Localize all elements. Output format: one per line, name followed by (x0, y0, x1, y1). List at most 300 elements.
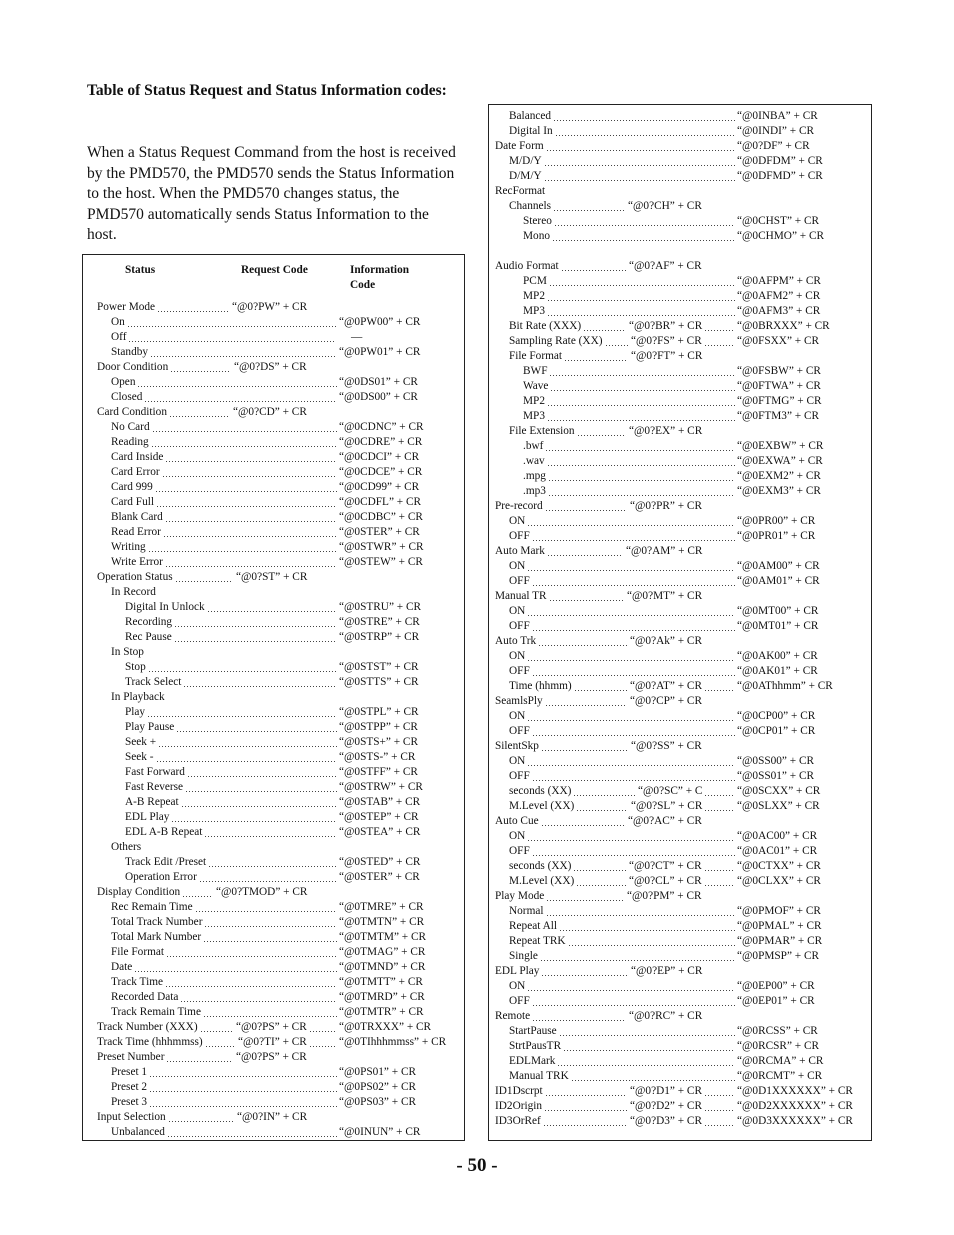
dot-leader (166, 510, 337, 525)
information-code: “@0STED” + CR (339, 856, 421, 868)
status-label: Track Time (hhhmmss) (97, 1036, 203, 1048)
table-row (489, 409, 871, 424)
dot-leader (158, 300, 229, 315)
table-row (489, 739, 871, 754)
status-label: Digital In Unlock (125, 601, 205, 613)
information-code: “@0STRP” + CR (339, 631, 420, 643)
request-code: “@0?PM” + CR (627, 890, 702, 902)
dot-leader (553, 229, 735, 244)
information-code: “@0TRXXX” + CR (339, 1021, 432, 1033)
information-code: “@0FTM3” + CR (737, 410, 820, 422)
dot-leader (205, 825, 337, 840)
table-row (489, 229, 871, 244)
table-row (83, 600, 464, 615)
status-label: Stop (125, 661, 146, 673)
dot-leader (128, 315, 337, 330)
status-label: OFF (509, 530, 530, 542)
request-code: “@0?CP” + CR (630, 695, 703, 707)
dot-leader (533, 1009, 626, 1024)
status-label: D/M/Y (509, 170, 542, 182)
table-row (489, 1009, 871, 1024)
information-code: “@0PR00” + CR (737, 515, 816, 527)
column-header-status: Status (125, 264, 156, 276)
information-code: “@0TMAG” + CR (339, 946, 426, 958)
dot-leader (542, 964, 628, 979)
table-row (83, 720, 464, 735)
request-code: “@0?Ak” + CR (630, 635, 702, 647)
table-row (83, 630, 464, 645)
dot-leader (533, 724, 735, 739)
request-code: “@0?CD” + CR (233, 406, 307, 418)
dot-leader (149, 660, 337, 675)
table-row (489, 274, 871, 289)
information-code: “@0FTMG” + CR (737, 395, 822, 407)
table-row (489, 574, 871, 589)
status-label: MP3 (523, 410, 545, 422)
dot-leader (533, 619, 735, 634)
table-row (83, 930, 464, 945)
table-row (489, 1069, 871, 1084)
status-label: Track Number (XXX) (97, 1021, 198, 1033)
table-row (489, 994, 871, 1009)
status-label: A-B Repeat (125, 796, 179, 808)
information-code: “@0AFM3” + CR (737, 305, 821, 317)
dot-leader (135, 960, 337, 975)
dot-leader (569, 934, 735, 949)
table-row (489, 709, 871, 724)
information-code: “@0CHST” + CR (737, 215, 820, 227)
dot-leader (545, 169, 735, 184)
dot-leader (169, 1110, 234, 1125)
table-row (489, 889, 871, 904)
status-label: Card Full (111, 496, 154, 508)
request-code: “@0?CH” + CR (628, 200, 702, 212)
information-code: “@0CDFL” + CR (339, 496, 422, 508)
status-label: ON (509, 755, 526, 767)
table-row (489, 589, 871, 604)
table-row (83, 390, 464, 405)
information-code: “@0CHMO” + CR (737, 230, 825, 242)
information-code: “@0TMTN” + CR (339, 916, 425, 928)
information-code: “@0PMAL” + CR (737, 920, 822, 932)
table-row (83, 675, 464, 690)
dot-leader (548, 544, 623, 559)
table-row (83, 315, 464, 330)
information-code: “@0D3XXXXXX” + CR (737, 1115, 853, 1127)
information-code: “@0FSXX” + CR (737, 335, 820, 347)
dot-leader (546, 1084, 627, 1099)
status-label: Fast Forward (125, 766, 185, 778)
status-label: MP2 (523, 395, 545, 407)
table-row (83, 465, 464, 480)
table-row (489, 379, 871, 394)
request-code: “@0?PS” + CR (236, 1051, 307, 1063)
information-code: “@0PW00” + CR (339, 316, 421, 328)
dot-leader (705, 799, 735, 814)
table-rows (489, 109, 871, 1129)
page-number: - 50 - (456, 1155, 498, 1176)
information-code: “@0STRW” + CR (339, 781, 423, 793)
information-code: “@0CLXX” + CR (737, 875, 821, 887)
information-code: “@0EXM2” + CR (737, 470, 821, 482)
dot-leader (705, 874, 735, 889)
table-row (83, 1110, 464, 1125)
dot-leader (546, 694, 627, 709)
table-row (83, 585, 464, 600)
dot-leader (574, 784, 635, 799)
status-label: Repeat All (509, 920, 558, 932)
table-row (83, 735, 464, 750)
request-code: “@0?PW” + CR (232, 301, 308, 313)
table-row (489, 949, 871, 964)
dot-leader (705, 1099, 735, 1114)
dot-leader (555, 214, 735, 229)
status-label: Standby (111, 346, 149, 358)
information-code: “@0STS-” + CR (339, 751, 416, 763)
table-row (489, 829, 871, 844)
dot-leader (310, 1020, 337, 1035)
information-code: “@0STER” + CR (339, 526, 420, 538)
information-code: “@0STFF” + CR (339, 766, 418, 778)
dot-leader (166, 975, 337, 990)
table-row (489, 319, 871, 334)
information-code: “@0CD99” + CR (339, 481, 420, 493)
status-label: .mp3 (523, 485, 546, 497)
dot-leader (705, 679, 735, 694)
table-row (83, 495, 464, 510)
dot-leader (167, 945, 337, 960)
table-row (489, 214, 871, 229)
status-label: PCM (523, 275, 547, 287)
dot-leader (208, 600, 337, 615)
status-label: OFF (509, 725, 530, 737)
information-code: “@0FTWA” + CR (737, 380, 821, 392)
request-code: “@0?CT” + CR (629, 860, 702, 872)
information-code: “@0PS03” + CR (339, 1096, 417, 1108)
table-row (489, 139, 871, 154)
dot-leader (705, 784, 735, 799)
dot-leader (549, 469, 735, 484)
status-label: In Playback (111, 691, 165, 703)
table-row (489, 754, 871, 769)
status-label: Preset 2 (111, 1081, 148, 1093)
dot-leader (705, 319, 735, 334)
table-row (83, 780, 464, 795)
information-code: “@0AC01” + CR (737, 845, 818, 857)
table-row (83, 555, 464, 570)
dot-leader (705, 1084, 735, 1099)
dot-leader (578, 424, 626, 439)
dot-leader (151, 345, 337, 360)
information-code: “@0STEA” + CR (339, 826, 421, 838)
information-code: “@0CP00” + CR (737, 710, 816, 722)
status-label: M.Level (XX) (509, 800, 575, 812)
dot-leader (539, 634, 627, 649)
status-label: RecFormat (495, 185, 546, 197)
intro-paragraph: When a Status Request Command from the host is received by the PMD570, the PMD570 sends the Status Information to the host. When the PMD570 changes status, the PMD570 automatically sends Status Information to the host. (87, 144, 456, 244)
dot-leader (182, 795, 337, 810)
dot-leader (204, 1005, 337, 1020)
information-code: “@0AK01” + CR (737, 665, 818, 677)
status-label: Digital In (509, 125, 553, 137)
dot-leader (705, 859, 735, 874)
dot-leader (175, 615, 337, 630)
dot-leader (528, 604, 735, 619)
request-code: “@0?SL” + CR (631, 800, 703, 812)
dot-leader (172, 810, 337, 825)
status-label: OFF (509, 770, 530, 782)
dot-leader (171, 360, 231, 375)
table-row (83, 480, 464, 495)
status-label: OFF (509, 845, 530, 857)
status-label: .mpg (523, 470, 546, 482)
status-label: .bwf (523, 440, 544, 452)
table-row (83, 690, 464, 705)
dot-leader (565, 349, 628, 364)
status-label: seconds (XX) (509, 860, 572, 872)
table-row (83, 915, 464, 930)
information-code: “@0D2XXXXXX” + CR (737, 1100, 853, 1112)
dot-leader (528, 709, 735, 724)
status-label: Play Pause (125, 721, 175, 733)
dot-leader (554, 109, 735, 124)
table-row (489, 964, 871, 979)
status-label: Card Error (111, 466, 160, 478)
dot-leader (149, 540, 337, 555)
section-heading: Table of Status Request and Status Information codes: (87, 82, 447, 99)
dot-leader (196, 900, 337, 915)
table-row (83, 1020, 464, 1035)
status-label: Write Error (111, 556, 163, 568)
information-code: “@0DS00” + CR (339, 391, 418, 403)
dot-leader (168, 1125, 337, 1140)
dot-leader (545, 1099, 627, 1114)
status-label: Seek + (125, 736, 157, 748)
information-code: “@0INUN” + CR (339, 1126, 421, 1138)
status-label: Writing (111, 541, 146, 553)
table-row (489, 469, 871, 484)
information-code: “@0PMSP” + CR (737, 950, 820, 962)
table-row (83, 1080, 464, 1095)
dot-leader (545, 154, 735, 169)
status-label: Pre-record (495, 500, 543, 512)
status-label: ID2Origin (495, 1100, 543, 1112)
information-code: “@0STER” + CR (339, 871, 420, 883)
information-code: “@0AFM2” + CR (737, 290, 821, 302)
table-row (83, 825, 464, 840)
table-row (489, 664, 871, 679)
table-row (83, 525, 464, 540)
information-code: “@0STEW” + CR (339, 556, 423, 568)
status-label: Single (509, 950, 538, 962)
table-row (489, 1054, 871, 1069)
status-label: File Extension (509, 425, 575, 437)
table-row (489, 244, 871, 274)
table-row (489, 904, 871, 919)
information-code: “@0DS01” + CR (339, 376, 418, 388)
status-label: Operation Error (125, 871, 197, 883)
status-label: Balanced (509, 110, 552, 122)
table-row (83, 405, 464, 420)
table-row (489, 649, 871, 664)
dot-leader (577, 799, 628, 814)
dot-leader (548, 454, 735, 469)
status-label: Preset 3 (111, 1096, 148, 1108)
information-code: “@0TMTR” + CR (339, 1006, 424, 1018)
status-label: Time (hhmm) (509, 680, 572, 692)
table-row (489, 769, 871, 784)
information-code: “@0AK00” + CR (737, 650, 818, 662)
request-code: “@0?AF” + CR (629, 260, 702, 272)
information-code: “@0RCSS” + CR (737, 1025, 818, 1037)
table-row (489, 1024, 871, 1039)
status-label: Sampling Rate (XX) (509, 335, 603, 347)
dot-leader (175, 630, 337, 645)
information-code: “@0MT00” + CR (737, 605, 819, 617)
status-label: Date Form (495, 140, 544, 152)
information-code: “@0INDI” + CR (737, 125, 815, 137)
dot-leader (533, 769, 735, 784)
dot-leader (150, 1065, 337, 1080)
dot-leader (558, 1054, 735, 1069)
table-row (83, 855, 464, 870)
request-code: “@0?IN” + CR (237, 1111, 308, 1123)
table-row (83, 510, 464, 525)
table-row (83, 660, 464, 675)
information-code: “@0PMOF” + CR (737, 905, 821, 917)
information-code: “@0MT01” + CR (737, 620, 819, 632)
table-row (489, 544, 871, 559)
dot-leader (556, 124, 735, 139)
status-label: Repeat TRK (509, 935, 566, 947)
dot-leader (188, 765, 337, 780)
request-code: “@0?PS” + CR (236, 1021, 307, 1033)
information-code: — (351, 331, 363, 343)
table-row (489, 1099, 871, 1114)
information-code: “@0STST” + CR (339, 661, 419, 673)
request-code: “@0?EX” + CR (629, 425, 703, 437)
dot-leader (544, 1114, 627, 1129)
information-code: “@0EXWA” + CR (737, 455, 823, 467)
information-code: “@0TMRE” + CR (339, 901, 424, 913)
dot-leader (152, 435, 337, 450)
request-code: “@0?AM” + CR (626, 545, 703, 557)
dot-leader (164, 525, 337, 540)
table-row (83, 1125, 464, 1140)
dot-leader (528, 979, 735, 994)
information-code: “@0STTS” + CR (339, 676, 419, 688)
table-row (489, 919, 871, 934)
table-row (83, 960, 464, 975)
information-code: “@0TMRD” + CR (339, 991, 425, 1003)
dot-leader (184, 675, 337, 690)
dot-leader (548, 409, 735, 424)
status-label: Auto Cue (495, 815, 539, 827)
status-label: StrtPausTR (509, 1040, 562, 1052)
table-row (489, 1039, 871, 1054)
table-row (489, 424, 871, 439)
table-row (83, 300, 464, 315)
status-label: seconds (XX) (509, 785, 572, 797)
status-label: Track Select (125, 676, 182, 688)
table-row (489, 874, 871, 889)
status-label: ID1Dscrpt (495, 1085, 543, 1097)
information-code: “@0PR01” + CR (737, 530, 816, 542)
status-label: ON (509, 650, 526, 662)
status-label: In Record (111, 586, 156, 598)
status-label: Rec Remain Time (111, 901, 193, 913)
status-label: Mono (523, 230, 550, 242)
dot-leader (541, 949, 735, 964)
dot-leader (533, 994, 735, 1009)
status-label: M.Level (XX) (509, 875, 575, 887)
information-code: “@0EP00” + CR (737, 980, 815, 992)
status-label: Blank Card (111, 511, 163, 523)
table-row (489, 304, 871, 319)
information-code: “@0PS01” + CR (339, 1066, 417, 1078)
dot-leader (554, 199, 625, 214)
table-row (489, 679, 871, 694)
dot-leader (562, 259, 626, 274)
table-row (489, 724, 871, 739)
table-row (83, 360, 464, 375)
request-code: “@0?BR” + CR (629, 320, 703, 332)
dot-leader (150, 1095, 337, 1110)
table-row (489, 349, 871, 364)
information-code: “@0CDRE” + CR (339, 436, 423, 448)
status-label: Door Condition (97, 361, 169, 373)
table-row (83, 615, 464, 630)
table-row (83, 795, 464, 810)
information-code: “@0TMND” + CR (339, 961, 426, 973)
status-label: Reading (111, 436, 149, 448)
status-label: Auto Trk (495, 635, 537, 647)
status-label: SilentSkp (495, 740, 539, 752)
dot-leader (205, 915, 337, 930)
information-code: “@0PW01” + CR (339, 346, 421, 358)
table-row (489, 514, 871, 529)
status-label: Channels (509, 200, 552, 212)
request-code: “@0?EP” + CR (631, 965, 703, 977)
dot-leader (550, 274, 735, 289)
request-code: “@0?FS” + CR (631, 335, 702, 347)
status-label: Total Track Number (111, 916, 203, 928)
information-code: “@0RCMA” + CR (737, 1055, 824, 1067)
information-code: “@0STPL” + CR (339, 706, 419, 718)
table-row (83, 765, 464, 780)
dot-leader (157, 495, 337, 510)
table-row (489, 154, 871, 169)
dot-leader (546, 439, 735, 454)
dot-leader (150, 1080, 337, 1095)
table-row (83, 345, 464, 360)
request-code: “@0?D1” + CR (630, 1085, 702, 1097)
table-row (83, 1050, 464, 1065)
column-header-request: Request Code (241, 264, 308, 276)
dot-leader (181, 990, 337, 1005)
table-row (489, 799, 871, 814)
status-label: Stereo (523, 215, 552, 227)
table-row (489, 559, 871, 574)
information-code: “@0STRU” + CR (339, 601, 422, 613)
table-row (83, 705, 464, 720)
dot-leader (533, 529, 735, 544)
dot-leader (176, 570, 233, 585)
information-code: “@0CTXX” + CR (737, 860, 821, 872)
status-label: Seek - (125, 751, 154, 763)
request-code: “@0?D3” + CR (630, 1115, 702, 1127)
information-code: “@0RCSR” + CR (737, 1040, 820, 1052)
